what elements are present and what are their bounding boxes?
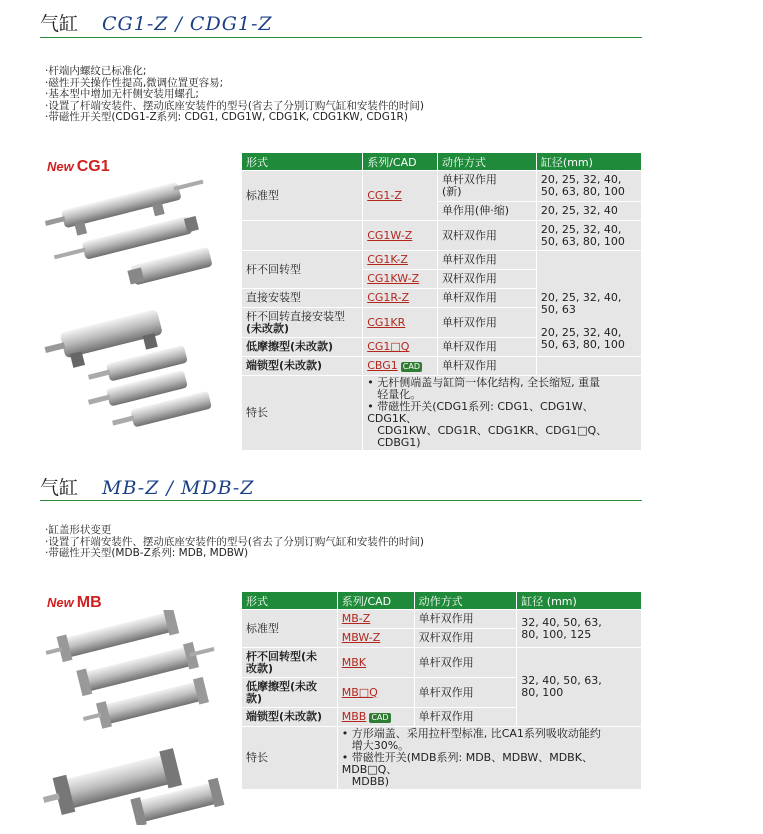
action-cell: 双杆双作用 [437, 270, 536, 289]
section1-bullet: ·带磁性开关型(CDG1-Z系列: CDG1, CDG1W, CDG1K, CDG1KW, CDG1R) [45, 111, 408, 123]
action-cell: 单杆双作用 [437, 289, 536, 308]
section2-divider [40, 500, 642, 501]
bore-cell: 20, 25, 32, 40, 50, 63 [536, 251, 641, 357]
type-cell: 标准型 [242, 610, 338, 648]
series-cell [337, 708, 414, 727]
header-type: 形式 [242, 592, 338, 610]
series-cell [337, 610, 414, 629]
action-cell: 双杆双作用 [414, 629, 517, 648]
table-row [242, 221, 642, 251]
action-cell: 单杆双作用 [437, 338, 536, 357]
table-row [242, 648, 642, 678]
type-cell: 端锁型(未改款) [242, 708, 338, 727]
action-cell: 单杆双作用 (新) [437, 171, 536, 202]
type-cell: 低摩擦型(未改款) [242, 338, 363, 357]
cad-badge[interactable]: CAD [402, 362, 420, 371]
series-link[interactable]: MBB [341, 710, 367, 723]
section1-bullet: ·杆端内螺纹已标准化; [45, 65, 147, 77]
table-header-row [242, 153, 642, 171]
section2-bullets [45, 525, 424, 560]
action-cell: 单作用(伸·缩) [437, 202, 536, 221]
series-link[interactable]: MB□Q [341, 685, 378, 699]
series-cell [363, 308, 438, 338]
action-cell: 单杆双作用 [437, 357, 536, 376]
series-link[interactable]: CG1K-Z [367, 253, 408, 266]
bore-cell: 20, 25, 32, 40 [536, 202, 641, 221]
bore-cell: 32, 40, 50, 63, 80, 100 [517, 648, 642, 727]
section1-title-prefix: 气缸 [40, 13, 79, 35]
header-type: 形式 [242, 153, 363, 171]
table-row [242, 727, 642, 790]
section1-bullet: ·磁性开关操作性提高,微调位置更容易; [45, 76, 224, 89]
series-cell [337, 648, 414, 678]
section1-divider [40, 37, 642, 38]
series-link[interactable]: MB-Z [341, 612, 371, 625]
series-link[interactable]: CG1-Z [367, 188, 402, 202]
series-cell [363, 171, 438, 221]
table-header-row [242, 592, 642, 610]
type-cell: 特长 [242, 376, 363, 451]
action-cell: 单杆双作用 [414, 610, 517, 629]
section1-title-model: CG1-Z / CDG1-Z [102, 13, 273, 35]
section2-new-label: New MB [47, 594, 102, 611]
mb-product-image [42, 610, 232, 825]
section1-bullet: ·基本型中增加无杆侧安装用螺孔; [45, 88, 199, 100]
series-cell [363, 251, 438, 270]
series-link[interactable]: CG1W-Z [367, 228, 413, 242]
header-bore: 缸径 (mm) [517, 592, 642, 610]
action-cell: 单杆双作用 [414, 708, 517, 727]
type-cell: 端锁型(未改款) [242, 357, 363, 376]
type-cell: 杆不回转型(未 改款) [242, 648, 338, 678]
type-cell: 特长 [242, 727, 338, 790]
type-cell: 杆不回转型 [242, 251, 363, 289]
action-cell: 单杆双作用 [414, 678, 517, 708]
action-cell: 单杆双作用 [437, 308, 536, 338]
type-cell: 标准型 [242, 171, 363, 221]
series-cell [337, 629, 414, 648]
header-series: 系列/CAD [337, 592, 414, 610]
series-cell [363, 221, 438, 251]
bore-cell: 32, 40, 50, 63, 80, 100, 125 [517, 610, 642, 648]
section2-spec-table [241, 591, 642, 790]
section1-new-label: New CG1 [47, 158, 110, 175]
header-action: 动作方式 [414, 592, 517, 610]
action-cell: 单杆双作用 [437, 251, 536, 270]
section2-title-model: MB-Z / MDB-Z [102, 477, 255, 499]
series-cell [363, 357, 438, 376]
header-bore: 缸径(mm) [536, 153, 641, 171]
type-cell: 直接安装型 [242, 289, 363, 308]
type-cell [242, 221, 363, 251]
section2-bullet: ·设置了杆端安装件、摆动底座安装件的型号(省去了分别订购气缸和安装件的时间) [45, 535, 425, 548]
series-link[interactable]: CG1KW-Z [367, 272, 420, 285]
section1-spec-table [241, 152, 642, 451]
table-row [242, 610, 642, 629]
section1-title [40, 9, 273, 36]
bore-cell: 20, 25, 32, 40, 50, 63, 80, 100 [536, 221, 641, 251]
cad-badge[interactable]: CAD [371, 713, 389, 722]
series-link[interactable]: MBK [341, 655, 366, 669]
action-cell: 双杆双作用 [437, 221, 536, 251]
table-row [242, 376, 642, 451]
section2-title-prefix: 气缸 [40, 477, 79, 499]
section1-bullets [45, 66, 424, 124]
bore-cell: 20, 25, 32, 40, 50, 63, 80, 100 [536, 171, 641, 202]
series-cell [337, 678, 414, 708]
table-row [242, 357, 642, 376]
features-cell: • 方形端盖、采用拉杆型标准, 比CA1系列吸收动能约 增大30%。 • 带磁性开关(MDB系列: MDB、MDBW、MDBK、MDB□Q、 MDBB) [337, 727, 641, 790]
series-link[interactable]: CG1R-Z [367, 291, 410, 304]
header-action: 动作方式 [437, 153, 536, 171]
series-cell [363, 270, 438, 289]
type-cell: 杆不回转直接安装型 (未改款) [242, 308, 363, 338]
features-cell: • 无杆侧端盖与缸筒一体化结构, 全长缩短, 重量 轻量化。 • 带磁性开关(CDG1系列: CDG1、CDG1W、CDG1K、 CDG1KW、CDG1R、CDG1KR、CDG1□Q、CDBG1) [363, 376, 642, 451]
series-link[interactable]: MBW-Z [341, 631, 381, 644]
table-row [242, 171, 642, 202]
series-link[interactable]: CBG1 [367, 359, 398, 372]
series-link[interactable]: CG1□Q [367, 340, 410, 353]
series-cell [363, 289, 438, 308]
action-cell: 单杆双作用 [414, 648, 517, 678]
section2-title [40, 473, 255, 500]
header-series: 系列/CAD [363, 153, 438, 171]
series-cell [363, 338, 438, 357]
section2-bullet: ·缸盖形状变更 [45, 524, 112, 536]
table-row [242, 251, 642, 270]
type-cell: 低摩擦型(未改 款) [242, 678, 338, 708]
series-link[interactable]: CG1KR [367, 315, 406, 329]
cg1-product-image [42, 178, 232, 428]
section1-bullet: ·设置了杆端安装件、摆动底座安装件的型号(省去了分别订购气缸和安装件的时间) [45, 99, 425, 112]
bore-cell: 20, 25, 32, 40, 50, 63, 80, 100 [536, 357, 641, 376]
section2-bullet: ·带磁性开关型(MDB-Z系列: MDB, MDBW) [45, 547, 249, 559]
